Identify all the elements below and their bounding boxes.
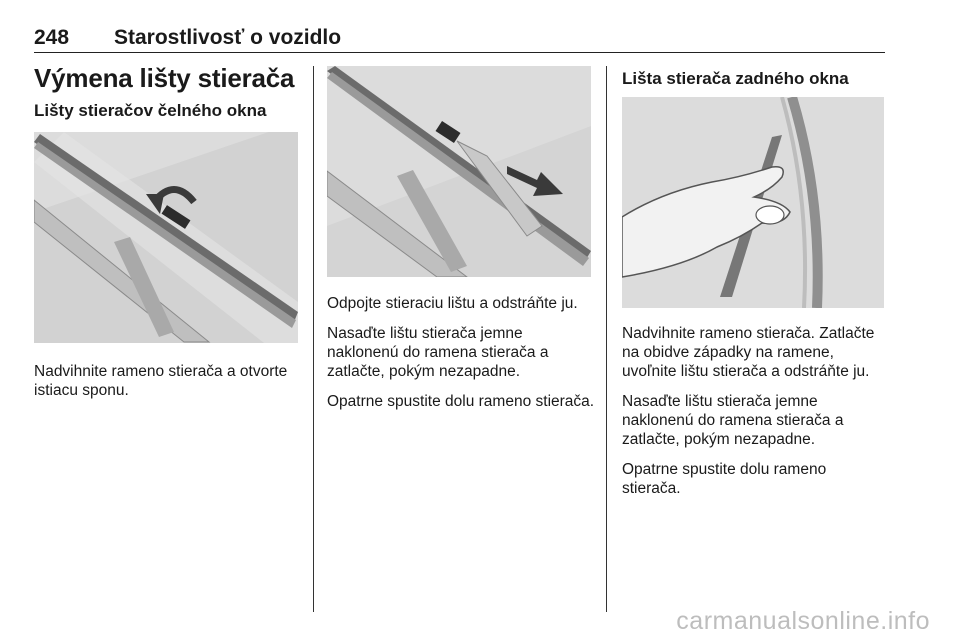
- figure-windshield-wiper-lift: [34, 132, 298, 343]
- figure-windshield-wiper-remove: [327, 66, 591, 277]
- watermark: carmanualsonline.info: [676, 607, 930, 635]
- col2-paragraph-2: Nasaďte lištu stierača jemne naklonenú do ramena stierača a zatlačte, pokým nezapadne.: [327, 325, 549, 380]
- section-title: Výmena lišty stierača: [34, 63, 295, 93]
- column-3-heading: [622, 68, 884, 90]
- column-1: [34, 62, 302, 122]
- column-3-text: [622, 324, 888, 509]
- figure-rear-wiper: [622, 97, 884, 308]
- windshield-heading: Lišty stieračov čelného okna: [34, 101, 267, 120]
- col2-paragraph-1: Odpojte stieraciu lištu a odstráňte ju.: [327, 295, 578, 312]
- page-number: 248: [34, 26, 70, 49]
- col3-paragraph-3: Opatrne spustite dolu rameno stierača.: [622, 461, 827, 497]
- col1-paragraph-1: Nadvihnite rameno stierača a otvorte istiacu sponu.: [34, 363, 288, 399]
- wiper-illustration-1: [34, 132, 298, 343]
- wiper-illustration-3: [622, 97, 884, 308]
- col3-paragraph-1: Nadvihnite rameno stierača. Zatlačte na obidve západky na ramene, uvoľnite lištu stierača a odstráňte ju.: [622, 325, 875, 380]
- col2-paragraph-3: Opatrne spustite dolu rameno stierača.: [327, 393, 595, 410]
- column-2-text: [327, 294, 595, 422]
- chapter-title: Starostlivosť o vozidlo: [114, 26, 342, 49]
- column-divider-2: [606, 66, 607, 612]
- wiper-illustration-2: [327, 66, 591, 277]
- column-1-text: [34, 362, 302, 411]
- page-header: [34, 24, 885, 53]
- col3-paragraph-2: Nasaďte lištu stierača jemne naklonenú do ramena stierača a zatlačte, pokým nezapadne.: [622, 393, 844, 448]
- rear-heading: Lišta stierača zadného okna: [622, 69, 849, 88]
- column-divider-1: [313, 66, 314, 612]
